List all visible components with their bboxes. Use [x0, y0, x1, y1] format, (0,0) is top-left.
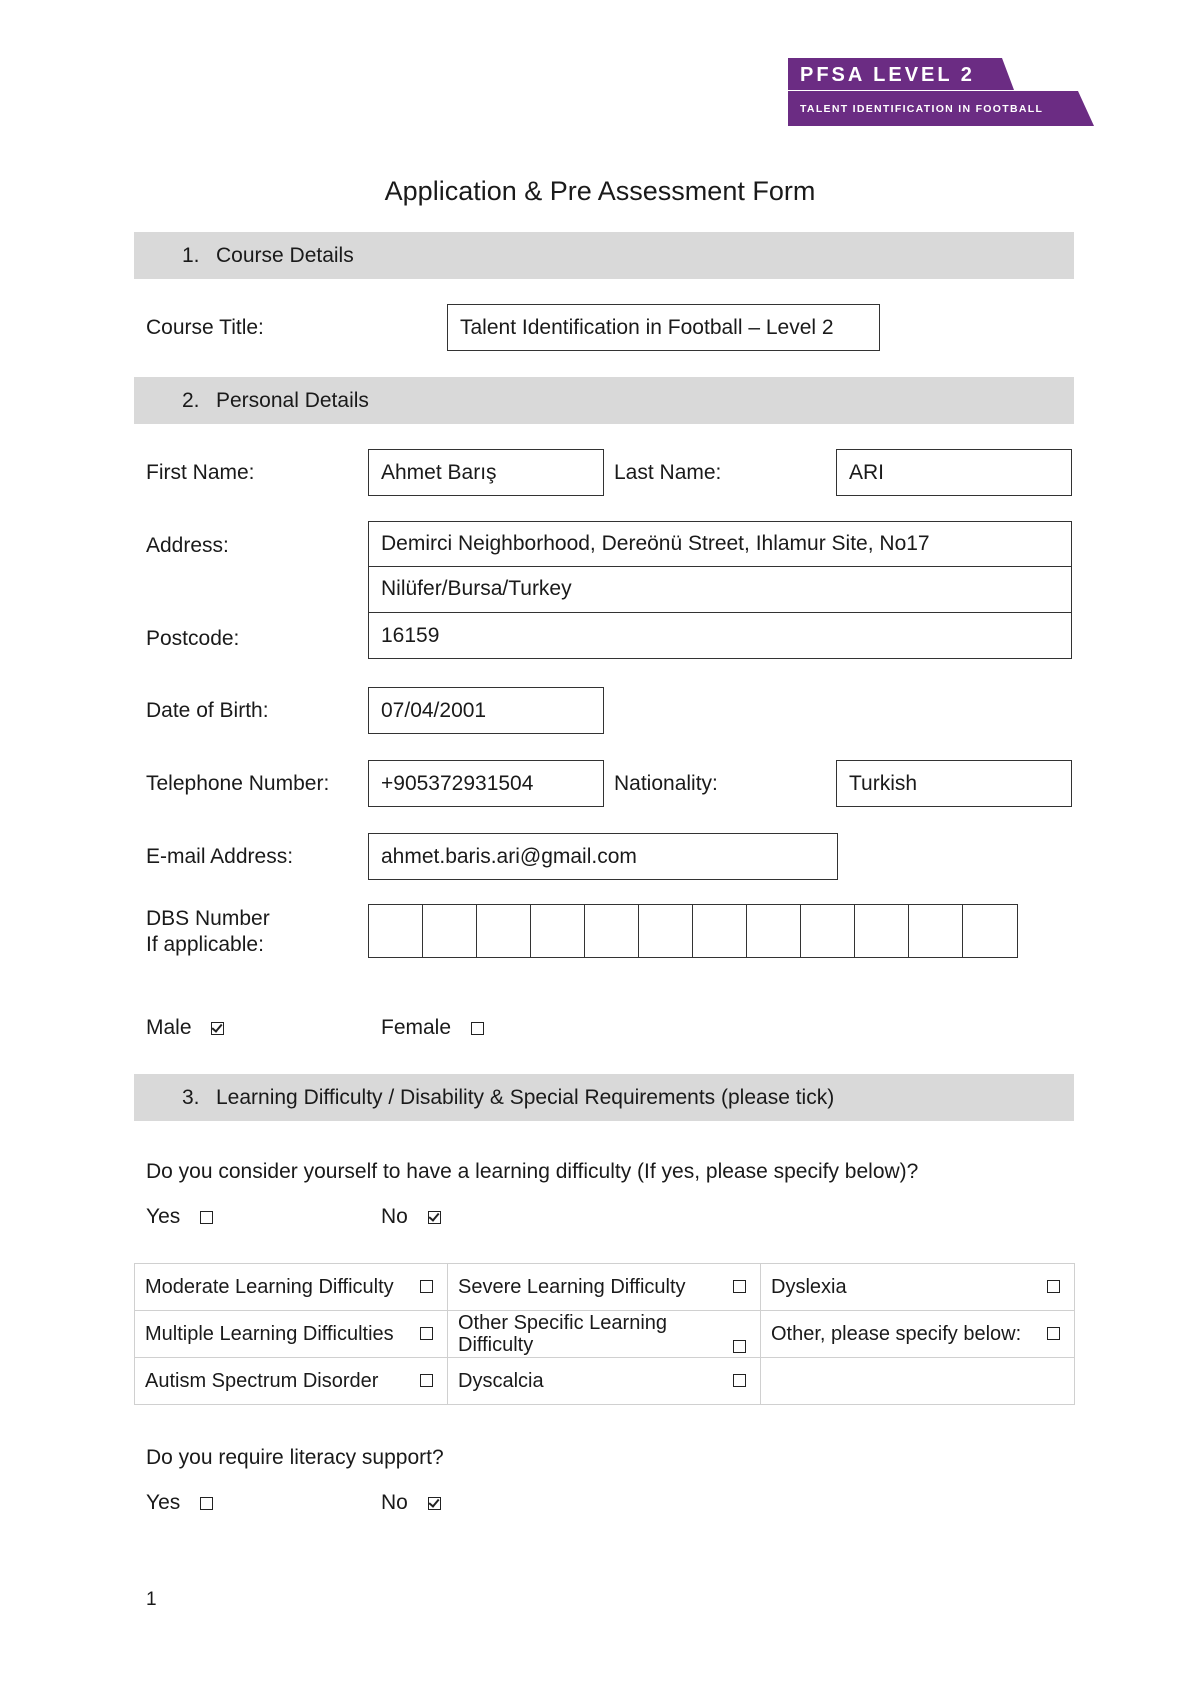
- last-name-label: Last Name:: [614, 461, 722, 484]
- table-row: [135, 1264, 1075, 1311]
- option-moderate-learning-difficulty: [135, 1264, 448, 1311]
- pfsa-logo: [788, 58, 1094, 128]
- dbs-digit-box[interactable]: [855, 905, 909, 957]
- option-severe-learning-difficulty: [448, 1264, 761, 1311]
- literacy-no-checkbox[interactable]: [428, 1497, 441, 1510]
- section-header-course-details: [134, 232, 1074, 279]
- option-label: Multiple Learning Difficulties: [145, 1322, 394, 1345]
- dbs-digit-box[interactable]: [423, 905, 477, 957]
- section-label: Learning Difficulty / Disability & Special Requirements (please tick): [216, 1085, 835, 1109]
- dbs-digit-box[interactable]: [531, 905, 585, 957]
- dbs-sublabel: If applicable:: [146, 933, 264, 956]
- option-label: Severe Learning Difficulty: [458, 1275, 686, 1298]
- option-dyscalcia: [448, 1358, 761, 1405]
- learning-difficulty-question: Do you consider yourself to have a learning difficulty (If yes, please specify below)?: [146, 1160, 919, 1183]
- option-label: Other, please specify below:: [771, 1322, 1022, 1345]
- telephone-label: Telephone Number:: [146, 772, 330, 795]
- learning-no: [381, 1206, 441, 1227]
- learning-yes: [146, 1206, 213, 1227]
- option-dyslexia: [761, 1264, 1075, 1311]
- dbs-digit-box[interactable]: [963, 905, 1017, 957]
- first-name-field[interactable]: Ahmet Barış: [368, 449, 604, 496]
- nationality-label: Nationality:: [614, 772, 718, 795]
- yes-label: Yes: [146, 1205, 181, 1228]
- logo-top-text: PFSA LEVEL 2: [800, 64, 975, 86]
- course-title-field[interactable]: Talent Identification in Football – Level 2: [447, 304, 880, 351]
- option-checkbox[interactable]: [420, 1374, 433, 1387]
- dbs-digit-box[interactable]: [585, 905, 639, 957]
- option-label: Dyslexia: [771, 1275, 847, 1298]
- email-label: E-mail Address:: [146, 845, 294, 868]
- dbs-digit-box[interactable]: [477, 905, 531, 957]
- dbs-number-boxes[interactable]: [368, 904, 1018, 958]
- telephone-field[interactable]: +905372931504: [368, 760, 604, 807]
- dbs-digit-box[interactable]: [909, 905, 963, 957]
- literacy-no: [381, 1492, 441, 1513]
- option-checkbox[interactable]: [733, 1374, 746, 1387]
- page-title: Application & Pre Assessment Form: [384, 176, 816, 206]
- literacy-yes-checkbox[interactable]: [200, 1497, 213, 1510]
- male-label: Male: [146, 1016, 192, 1039]
- table-row: [135, 1358, 1075, 1405]
- option-other-specify: [761, 1311, 1075, 1358]
- difficulty-grid: [134, 1263, 1075, 1405]
- option-checkbox[interactable]: [1047, 1327, 1060, 1340]
- first-name-label: First Name:: [146, 461, 255, 484]
- option-label: Dyscalcia: [458, 1369, 544, 1392]
- dbs-digit-box[interactable]: [693, 905, 747, 957]
- section-number: 1.: [182, 243, 200, 267]
- option-label: Autism Spectrum Disorder: [145, 1369, 379, 1392]
- last-name-field[interactable]: ARI: [836, 449, 1072, 496]
- option-label-line2: Difficulty: [458, 1334, 534, 1356]
- section-header-learning-difficulty: [134, 1074, 1074, 1121]
- option-checkbox[interactable]: [1047, 1280, 1060, 1293]
- section-number: 3.: [182, 1085, 200, 1109]
- no-label: No: [381, 1205, 408, 1228]
- empty-cell: [761, 1358, 1075, 1405]
- page-number: 1: [146, 1589, 157, 1610]
- option-autism-spectrum-disorder: [135, 1358, 448, 1405]
- option-checkbox[interactable]: [420, 1280, 433, 1293]
- dbs-digit-box[interactable]: [747, 905, 801, 957]
- dbs-digit-box[interactable]: [801, 905, 855, 957]
- option-checkbox[interactable]: [420, 1327, 433, 1340]
- logo-bottom-text: TALENT IDENTIFICATION IN FOOTBALL: [800, 103, 1044, 115]
- dbs-digit-box[interactable]: [639, 905, 693, 957]
- dbs-label: DBS Number: [146, 907, 270, 930]
- female-label: Female: [381, 1016, 452, 1039]
- yes-label: Yes: [146, 1491, 181, 1514]
- option-label-line1: Other Specific Learning: [458, 1312, 668, 1334]
- dob-field[interactable]: 07/04/2001: [368, 687, 604, 734]
- gender-male: [146, 1017, 224, 1038]
- option-label: Moderate Learning Difficulty: [145, 1275, 394, 1298]
- nationality-field[interactable]: Turkish: [836, 760, 1072, 807]
- section-number: 2.: [182, 388, 200, 412]
- option-checkbox[interactable]: [733, 1340, 746, 1353]
- literacy-question: Do you require literacy support?: [146, 1446, 444, 1469]
- address-label: Address:: [146, 534, 229, 557]
- literacy-yes: [146, 1492, 213, 1513]
- section-label: Personal Details: [216, 388, 369, 412]
- option-other-specific-learning-difficulty: [448, 1311, 761, 1358]
- postcode-label: Postcode:: [146, 627, 240, 650]
- postcode-field[interactable]: 16159: [368, 612, 1072, 659]
- dob-label: Date of Birth:: [146, 699, 269, 722]
- email-field[interactable]: ahmet.baris.ari@gmail.com: [368, 833, 838, 880]
- no-label: No: [381, 1491, 408, 1514]
- address-line1-field[interactable]: Demirci Neighborhood, Dereönü Street, Ihlamur Site, No17: [368, 521, 1072, 567]
- male-checkbox[interactable]: [211, 1022, 224, 1035]
- learning-yes-checkbox[interactable]: [200, 1211, 213, 1224]
- address-line2-field[interactable]: Nilüfer/Bursa/Turkey: [368, 566, 1072, 613]
- gender-female: [381, 1017, 484, 1038]
- section-header-personal-details: [134, 377, 1074, 424]
- learning-no-checkbox[interactable]: [428, 1211, 441, 1224]
- option-multiple-learning-difficulties: [135, 1311, 448, 1358]
- female-checkbox[interactable]: [471, 1022, 484, 1035]
- option-checkbox[interactable]: [733, 1280, 746, 1293]
- table-row: [135, 1311, 1075, 1358]
- section-label: Course Details: [216, 243, 354, 267]
- course-title-label: Course Title:: [146, 316, 264, 339]
- dbs-digit-box[interactable]: [369, 905, 423, 957]
